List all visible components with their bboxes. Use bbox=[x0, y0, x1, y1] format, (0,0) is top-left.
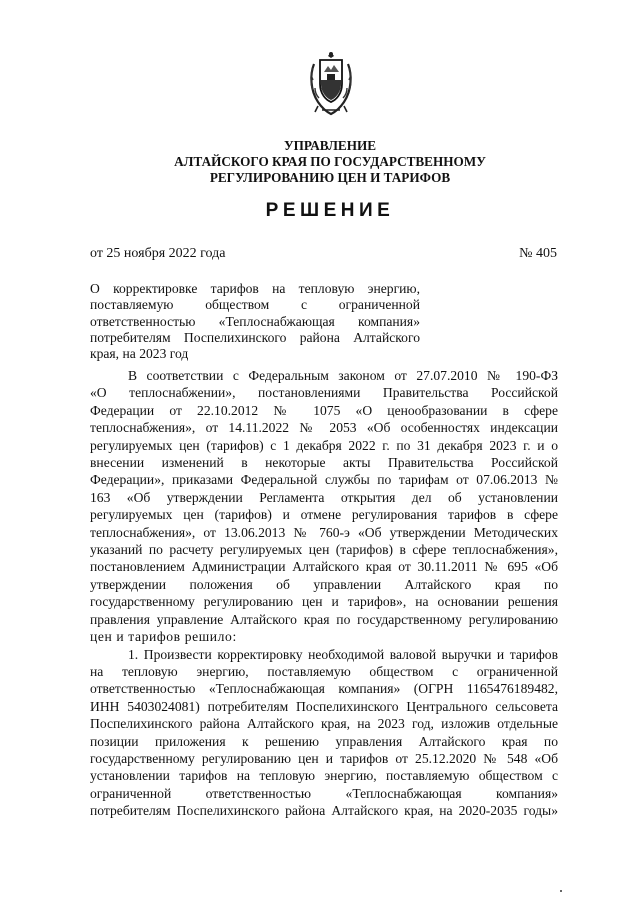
body-line: постановлением Администрации Алтайского края от 30.11.2011 № 695 «Об bbox=[90, 559, 558, 575]
body-line: государственному регулированию цен и тарифов», на основании решения bbox=[90, 594, 558, 610]
body-line: теплоснабжения», от 14.11.2022 № 2053 «Об особенностях индексации bbox=[90, 420, 558, 436]
body-line: Федерации от 22.10.2012 № 1075 «О ценообразовании в сфере bbox=[90, 402, 558, 418]
document-date: от 25 ноября 2022 года bbox=[90, 246, 226, 261]
document-number: № 405 bbox=[519, 246, 557, 261]
document-type-title: РЕШЕНИЕ bbox=[265, 200, 395, 221]
body-line: потребителям Поспелихинского района Алтайского края, на 2020-2035 годы» bbox=[90, 803, 558, 819]
altai-coat-of-arms-emblem bbox=[308, 50, 354, 116]
body-line: 163 «Об утверждении Регламента открытия дел об установлении bbox=[90, 489, 558, 505]
body-line: государственному регулированию цен и тарифов от 25.12.2020 № 548 «Об bbox=[90, 750, 558, 766]
subject-line: О корректировке тарифов на тепловую энергию, bbox=[90, 281, 420, 296]
org-name-line-3: РЕГУЛИРОВАНИЮ ЦЕН И ТАРИФОВ bbox=[209, 170, 451, 185]
body-line: цен и тарифов решило: bbox=[90, 629, 237, 645]
subject-line: края, на 2023 год bbox=[90, 346, 189, 362]
body-line: указаний по расчету регулируемых цен (тарифов) в сфере теплоснабжения», bbox=[90, 542, 558, 558]
org-name-line-1: УПРАВЛЕНИЕ bbox=[283, 138, 377, 153]
body-line: позиции приложения к решению управления Алтайского края по bbox=[90, 733, 558, 749]
subject-line: ответственностью «Теплоснабжающая компания» bbox=[90, 313, 420, 329]
body-line: правления управление Алтайского края по государственному регулированию bbox=[90, 611, 558, 627]
body-line: Поспелихинского района Алтайского края, на 2023 год, изложив отдельные bbox=[90, 716, 558, 732]
body-line: утверждении положения об управлении Алтайского края по bbox=[90, 576, 558, 592]
body-line: ограниченной ответственностью «Теплоснабжающая компания» bbox=[90, 785, 558, 801]
body-line: ответственностью «Теплоснабжающая компания» (ОГРН 1165476189482, bbox=[90, 681, 558, 697]
body-line: Федерации», приказами Федеральной службы по тарифам от 07.06.2013 № bbox=[90, 472, 558, 488]
body-line: теплоснабжения», от 13.06.2013 № 760-э «Об утверждении Методических bbox=[90, 524, 558, 540]
document-subject bbox=[90, 281, 420, 362]
document-body bbox=[90, 367, 558, 820]
subject-line: потребителям Поспелихинского района Алтайского bbox=[90, 329, 420, 345]
body-line: 1. Произвести корректировку необходимой валовой выручки и тарифов bbox=[128, 646, 558, 662]
scan-speck bbox=[560, 890, 562, 892]
body-line: ИНН 5403024081) потребителям Поспелихинского Центрального сельсовета bbox=[90, 698, 558, 714]
body-line: регулируемых цен (тарифов) и отмене регулирования тарифов в сфере bbox=[90, 507, 558, 523]
body-line: внесении изменений в некоторые акты Правительства Российской bbox=[90, 455, 558, 471]
org-name-line-2: АЛТАЙСКОГО КРАЯ ПО ГОСУДАРСТВЕННОМУ bbox=[174, 154, 486, 169]
body-line: установлении тарифов на тепловую энергию, поставляемую обществом с bbox=[90, 768, 558, 784]
body-line: В соответствии с Федеральным законом от 27.07.2010 № 190-ФЗ bbox=[128, 368, 558, 383]
body-line: «О теплоснабжении», постановлениями Правительства Российской bbox=[90, 385, 558, 401]
subject-line: поставляемую обществом с ограниченной bbox=[90, 297, 420, 313]
body-line: на тепловую энергию, поставляемую обществом с ограниченной bbox=[90, 663, 558, 679]
body-line: регулируемых цен (тарифов) с 1 декабря 2022 г. по 31 декабря 2023 г. и о bbox=[90, 437, 558, 453]
